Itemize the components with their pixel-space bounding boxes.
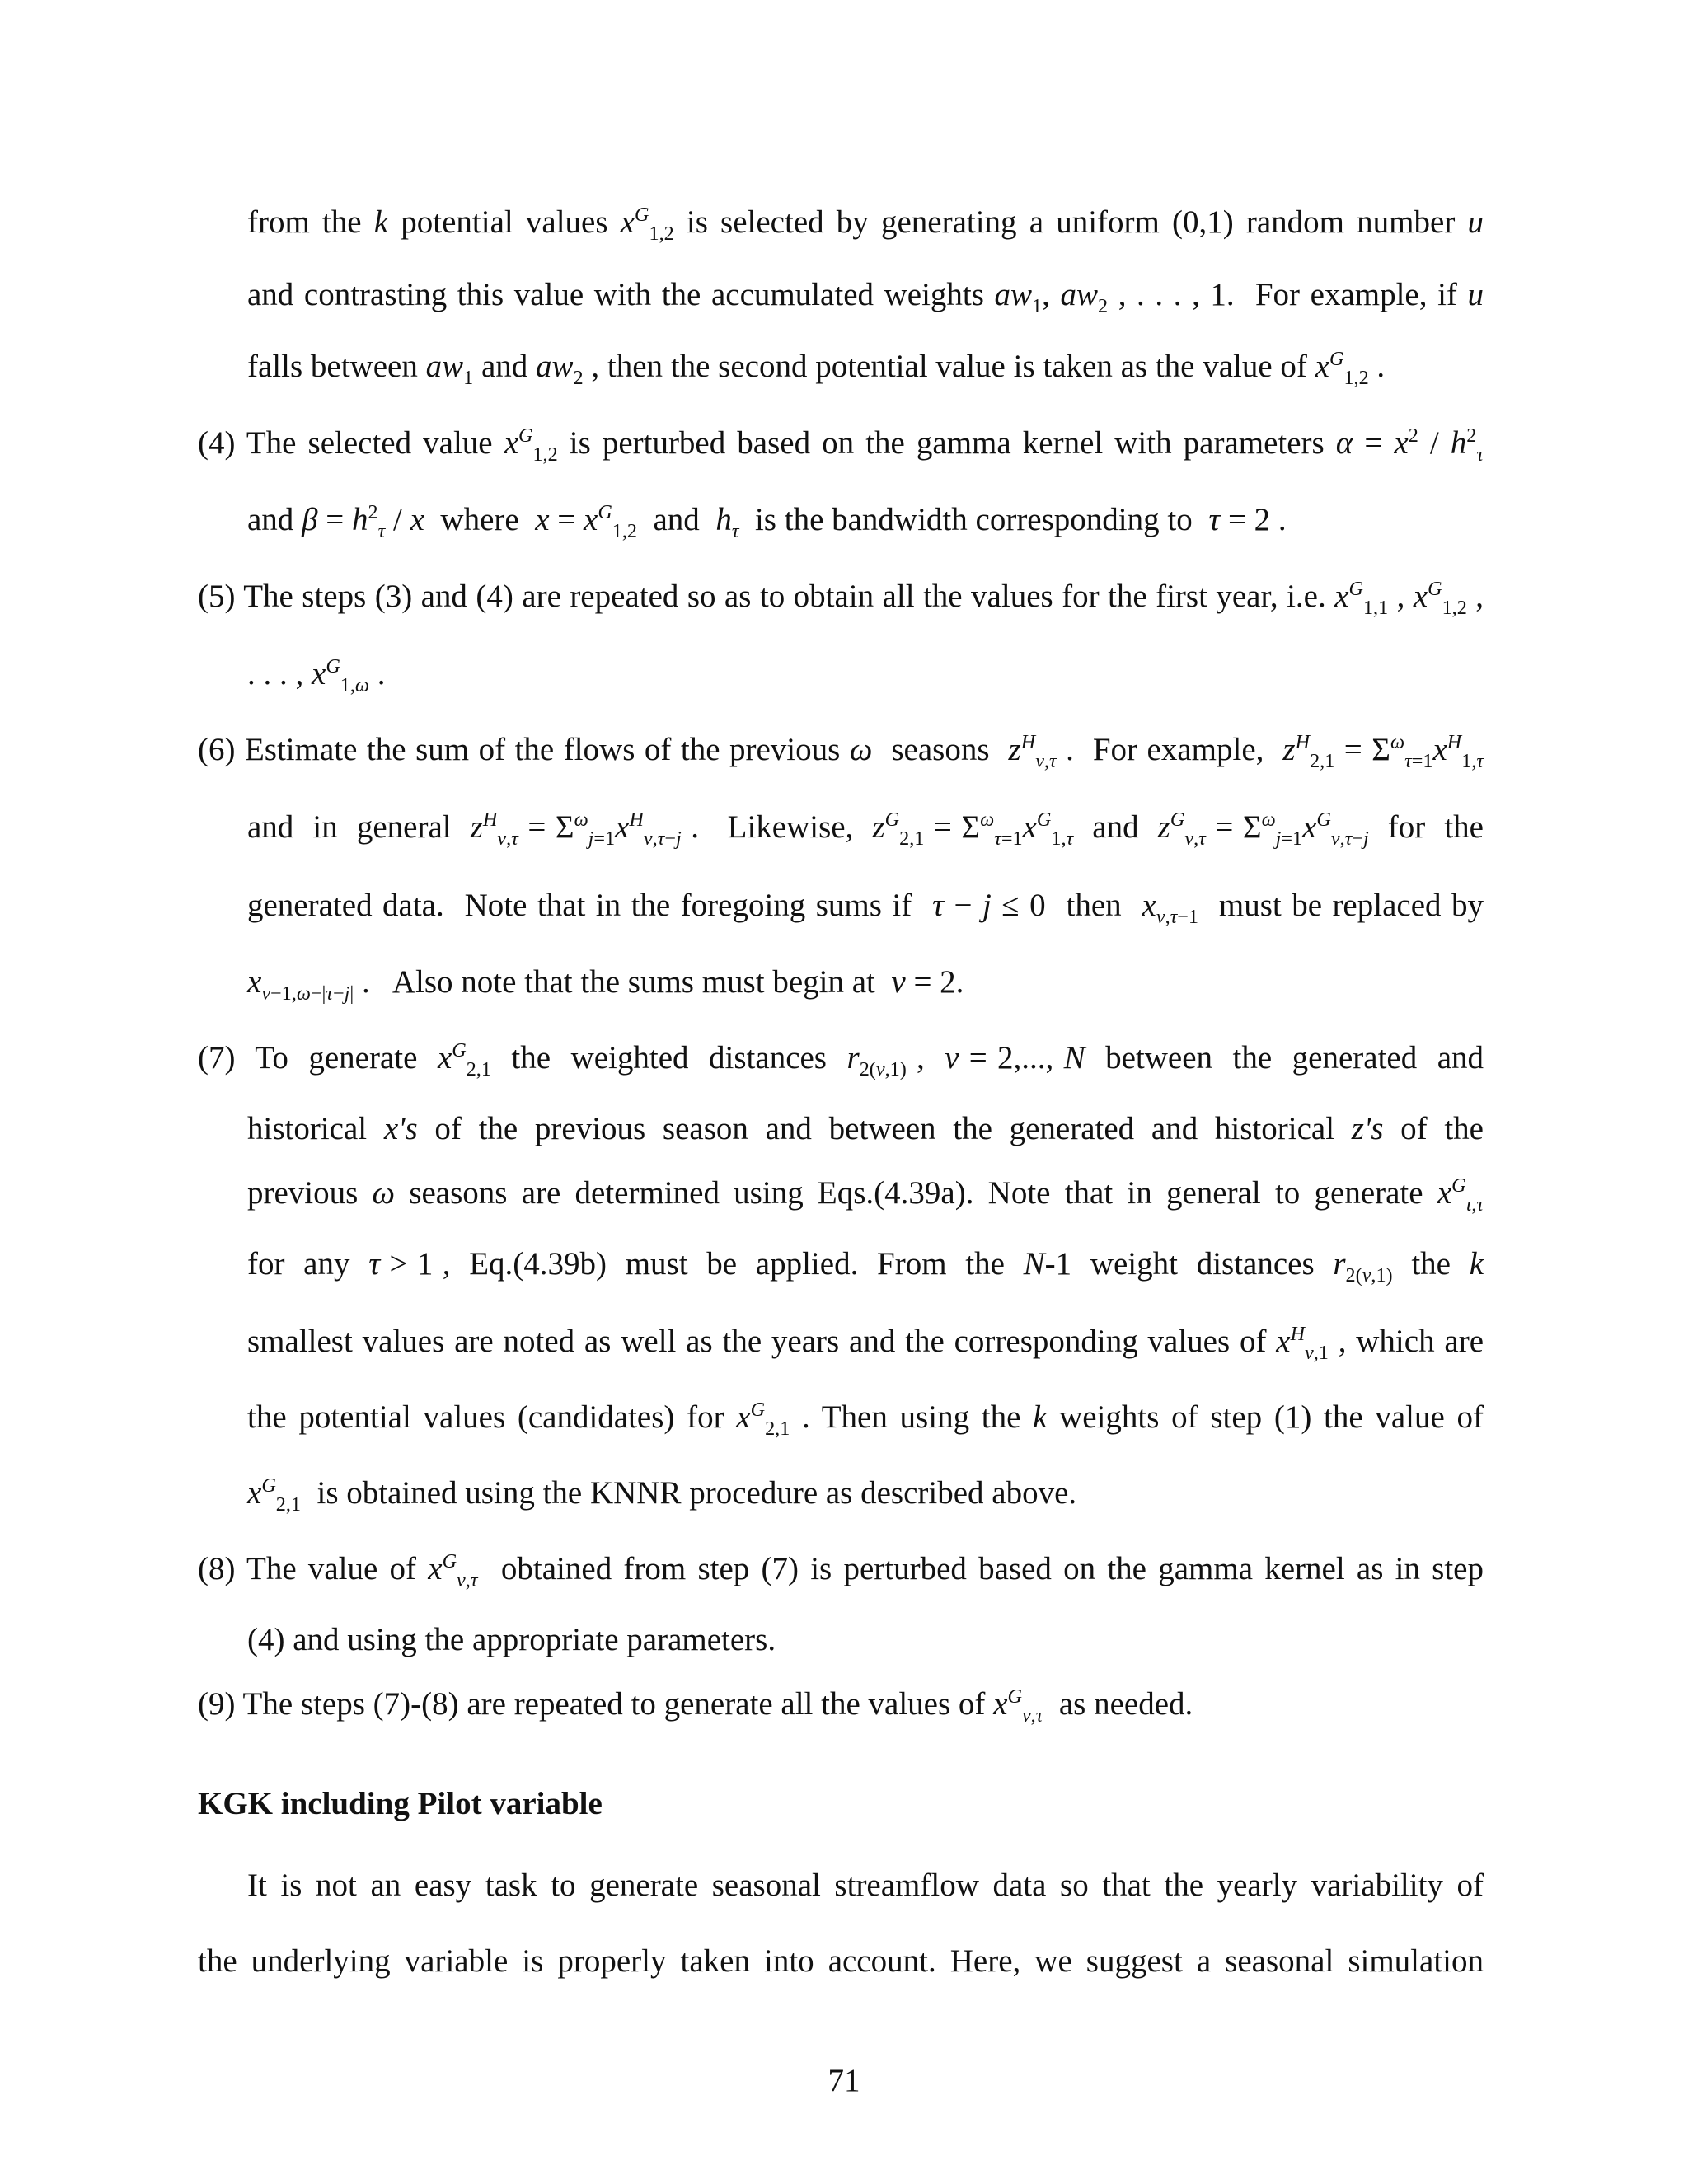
section-heading: KGK including Pilot variable (198, 1786, 603, 1821)
step-7-line-1: (7) To generate $x^G_{2,1}$ the weighted distances $r_{2(\nu,1)}$ , ν = 2,..., N between the generated and (198, 1039, 1484, 1080)
step-6-line-4: $x_{\nu-1,\omega-|\tau-j|}$ . Also note that the sums must begin at ν = 2. (247, 964, 964, 1005)
step-4-line-2: and $\beta = h^2_\tau / x$ where $x = x^G_{1,2}$ and $h_\tau$ is the bandwidth corresponding to τ = 2 . (247, 501, 1287, 542)
step-4-line-1: (4) The selected value $x^G_{1,2}$ is perturbed based on the gamma kernel with parameters $\alpha = x^2 / h^2_\tau$ (198, 424, 1484, 466)
step-5-line-2: . . . , $x^G_{1,\omega}$ . (247, 655, 386, 696)
step-6-line-3: generated data. Note that in the foregoing sums if τ − j ≤ 0 then $x_{\nu,\tau-1}$ must be replaced by (247, 888, 1484, 928)
page-number: 71 (828, 2063, 860, 2098)
step-6-line-1: (6) Estimate the sum of the flows of the previous ω seasons $z^H_{\nu,\tau}$ . For example, $z^H_{2,1} = \Sigma^\omega_{\tau=1}x^H_{1,\tau}$ (198, 731, 1484, 772)
step-7-line-2: historical x's of the previous season and between the generated and historical z's of the (247, 1111, 1484, 1146)
step-9-line-1: (9) The steps (7)-(8) are repeated to generate all the values of $x^G_{\nu,\tau}$ as needed. (198, 1685, 1193, 1727)
step-7-line-6: the potential values (candidates) for $x^G_{2,1}$ . Then using the k weights of step (1) the value of (247, 1399, 1484, 1440)
body-line-1: from the k potential values $x^G_{1,2}$ is selected by generating a uniform (0,1) random number u (247, 204, 1484, 245)
step-7-line-5: smallest values are noted as well as the years and the corresponding values of $x^H_{\nu,1}$ , which are (247, 1323, 1484, 1364)
step-7-line-3: previous ω seasons are determined using Eqs.(4.39a). Note that in general to generate $x^G_{\iota,\tau}$ (247, 1174, 1484, 1216)
step-8-line-2: (4) and using the appropriate parameters. (247, 1622, 776, 1657)
paragraph-line-1: It is not an easy task to generate seasonal streamflow data so that the yearly variability of (247, 1868, 1484, 1903)
step-5-line-1: (5) The steps (3) and (4) are repeated so as to obtain all the values for the first year, i.e. $x^G_{1,1}$ , $x^G_{1,2}$ , (198, 578, 1484, 619)
paragraph-line-2: the underlying variable is properly taken into account. Here, we suggest a seasonal simulation (198, 1943, 1484, 1979)
step-7-line-7: $x^G_{2,1}$ is obtained using the KNNR procedure as described above. (247, 1474, 1077, 1516)
step-7-line-4: for any τ > 1 , Eq.(4.39b) must be applied. From the N-1 weight distances $r_{2(\nu,1)}$ the k (247, 1246, 1484, 1286)
body-line-3: falls between $aw_1$ and $aw_2$ , then the second potential value is taken as the value of $x^G_{1,2}$ . (247, 348, 1386, 389)
body-line-2: and contrasting this value with the accumulated weights $aw_1$, $aw_2$ , . . . , 1. For example, if u (247, 277, 1484, 317)
step-6-line-2: and in general $z^H_{\nu,\tau} = \Sigma^\omega_{j=1}x^H_{\nu,\tau-j}$ . Likewise, $z^G_{2,1} = \Sigma^\omega_{\tau=1}x^G_{1,\tau}$ and $z^G_{\nu,\tau} = \Sigma^\omega_{j=1}x^G_{\nu,\tau-j}$ for the (247, 808, 1484, 850)
step-8-line-1: (8) The value of $x^G_{\nu,\tau}$ obtained from step (7) is perturbed based on the gamma kernel as in step (198, 1550, 1484, 1591)
